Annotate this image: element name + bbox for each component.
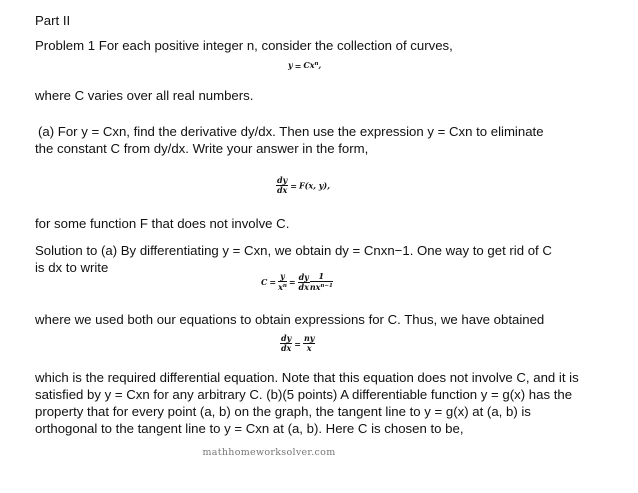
some-function-text: for some function F that does not involve C. bbox=[35, 216, 290, 231]
part-a-line-2: the constant C from dy/dx. Write your answer in the form, bbox=[35, 141, 369, 156]
ny-over-x-fraction: $\frac{ny}{x}$ bbox=[303, 333, 315, 353]
required-line-4: orthogonal to the tangent line to y = Cxn at (a, b). Here C is chosen to be, bbox=[35, 421, 464, 436]
eq1-tail: , bbox=[318, 60, 322, 70]
where-used-text: where we used both our equations to obtain expressions for C. Thus, we have obtained bbox=[35, 312, 545, 327]
dy-dx-fraction: $\frac{dy}{dx}$ bbox=[298, 271, 309, 292]
required-line-3: property that for every point (a, b) on the graph, the tangent line to y = g(x) at (a, b) is bbox=[35, 404, 531, 419]
equation-result: $\frac{dy}{dx}$ = $\frac{ny}{x}$ bbox=[280, 333, 315, 353]
one-over-nxn-fraction: $\frac{1}{nx^{n-1}}$ bbox=[309, 271, 333, 292]
part-a-line-1: (a) For y = Cxn, find the derivative dy/dx. Then use the expression y = Cxn to eliminate bbox=[38, 124, 544, 139]
problem-intro: Problem 1 For each positive integer n, consider the collection of curves, bbox=[35, 38, 453, 53]
eq2-rhs: F(x, y), bbox=[298, 180, 330, 191]
eq1-rhs-exp: n bbox=[314, 61, 319, 67]
c-varies-text: where C varies over all real numbers. bbox=[35, 88, 254, 103]
required-line-2: satisfied by y = Cxn for any arbitrary C. (b)(5 points) A differentiable function y = g(x) has the bbox=[35, 387, 573, 402]
dy-dx-fraction: $\frac{dy}{dx}$ bbox=[280, 333, 292, 353]
equation-form: $\frac{dy}{dx}$ = F(x, y), bbox=[276, 175, 330, 195]
part-heading: Part II bbox=[35, 13, 71, 28]
equation-curves: $y = Cx^n$, bbox=[288, 60, 322, 71]
watermark-text: mathhomeworksolver.com bbox=[202, 447, 336, 458]
solution-line-1: Solution to (a) By differentiating y = Cxn, we obtain dy = Cnxn−1. One way to get rid of C bbox=[35, 243, 552, 258]
eq3-lhs: C bbox=[261, 277, 268, 287]
dy-dx-fraction: $\frac{dy}{dx}$ bbox=[276, 175, 288, 195]
solution-line-2: is dx to write bbox=[35, 260, 109, 275]
eq1-lhs: y bbox=[288, 60, 293, 70]
required-line-1: which is the required differential equation. Note that this equation does not involve C, and it is bbox=[35, 370, 579, 385]
equation-c: C = $\frac{y}{x^n}$ = $\frac{dy}{dx}$ $\frac{1}{nx^{n-1}}$ bbox=[261, 271, 333, 292]
y-over-xn-fraction: $\frac{y}{x^n}$ bbox=[278, 271, 287, 292]
footer-watermark bbox=[0, 447, 638, 458]
eq1-rhs-base: Cx bbox=[303, 60, 315, 70]
